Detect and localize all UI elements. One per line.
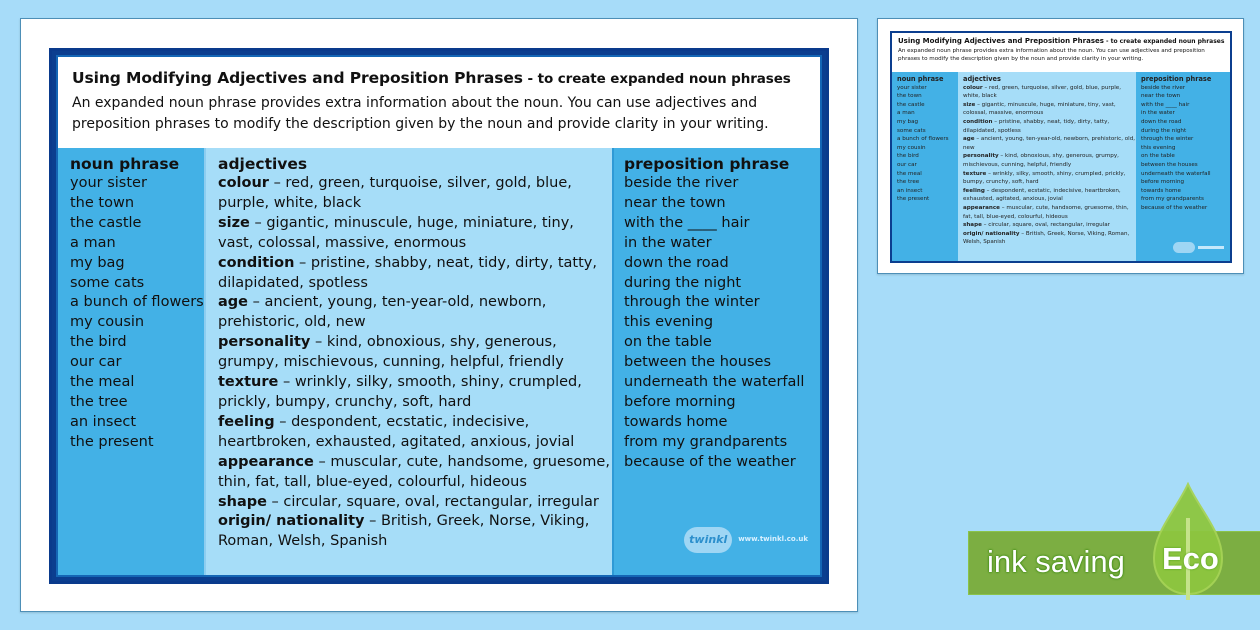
list-item: this evening bbox=[624, 314, 714, 331]
thumbnail-logo-url bbox=[1198, 246, 1224, 249]
list-item: in the water bbox=[624, 234, 712, 251]
list-item: the meal bbox=[70, 374, 135, 391]
list-item: the town bbox=[70, 194, 135, 211]
list-item: during the night bbox=[624, 274, 742, 291]
adjective-category: personality bbox=[218, 334, 311, 351]
eco-label: Eco bbox=[1162, 541, 1219, 576]
intro-text: An expanded noun phrase provides extra information about the noun. You can use adjectives and preposition phrases to modify the description given by the noun and provide clarity in your writing. bbox=[72, 95, 769, 132]
thumbnail-frame bbox=[890, 31, 1232, 263]
thumbnail-subtitle: - to create expanded noun phrases bbox=[1103, 38, 1225, 45]
adjective-words: – despondent, ecstatic, indecisive, heartbroken, exhausted, agitated, anxious, jovial bbox=[218, 413, 575, 450]
thumbnail-preposition-column bbox=[1136, 72, 1230, 261]
list-item: from my grandparents bbox=[624, 433, 788, 450]
adjective-words: – muscular, cute, handsome, gruesome, thin, fat, tall, blue-eyed, colourful, hideous bbox=[218, 453, 610, 490]
adjective-entry bbox=[963, 118, 1136, 135]
list-item: a man bbox=[897, 110, 915, 117]
adjective-words: – muscular, cute, handsome, gruesome, thin, fat, tall, blue-eyed, colourful, hideous bbox=[963, 204, 1129, 220]
list-item: between the houses bbox=[1141, 161, 1198, 168]
adjective-category: texture bbox=[218, 374, 279, 391]
thumbnail-adjective-column bbox=[958, 72, 1136, 261]
thumbnail-logo bbox=[1173, 242, 1224, 253]
title-text: Using Modifying Adjectives and Preposition Phrases bbox=[72, 69, 523, 87]
adjective-entry bbox=[218, 512, 612, 552]
adjective-category: feeling bbox=[963, 187, 985, 194]
adjective-category: age bbox=[218, 294, 248, 311]
thumbnail-header bbox=[892, 33, 1230, 72]
adjective-words: – pristine, shabby, neat, tidy, dirty, tatty, dilapidated, spotless bbox=[963, 118, 1110, 134]
adjective-category: condition bbox=[963, 118, 993, 125]
poster-frame bbox=[49, 48, 829, 584]
adjective-words: – kind, obnoxious, shy, generous, grumpy, mischievous, cunning, helpful, friendly bbox=[218, 334, 564, 371]
list-item: the town bbox=[897, 93, 922, 100]
adjective-entry bbox=[963, 152, 1136, 169]
twinkl-logo bbox=[684, 527, 808, 553]
list-item: through the winter bbox=[1141, 136, 1194, 143]
adjective-entry bbox=[963, 187, 1136, 204]
adjective-entry bbox=[218, 413, 612, 453]
list-item: my cousin bbox=[70, 314, 145, 331]
adjective-entry bbox=[963, 135, 1136, 152]
adjective-entry bbox=[218, 373, 612, 413]
thumbnail-columns bbox=[892, 72, 1230, 261]
adjective-words: – red, green, turquoise, silver, gold, blue, purple, white, black bbox=[963, 84, 1122, 100]
adjective-category: feeling bbox=[218, 413, 275, 430]
thumbnail-adjective-heading: adjectives bbox=[963, 75, 1001, 83]
adjective-words: – ancient, young, ten-year-old, newborn, prehistoric, old, new bbox=[218, 294, 547, 331]
adjective-category: size bbox=[218, 214, 250, 231]
list-item: my cousin bbox=[897, 144, 926, 151]
adjective-category: condition bbox=[218, 254, 295, 271]
thumbnail-preposition-list bbox=[1141, 84, 1230, 213]
adjective-entry bbox=[963, 101, 1136, 118]
adjective-words: – red, green, turquoise, silver, gold, blue, purple, white, black bbox=[218, 175, 572, 211]
list-item: through the winter bbox=[624, 294, 760, 311]
list-item: from my grandparents bbox=[1141, 196, 1204, 203]
list-item: with the ____ hair bbox=[624, 214, 750, 231]
logo-url: www.twinkl.co.uk bbox=[738, 535, 808, 544]
adjective-words: – British, Greek, Norse, Viking, Roman, Welsh, Spanish bbox=[218, 513, 590, 550]
adjective-entry bbox=[218, 453, 612, 493]
thumbnail-title bbox=[898, 37, 1224, 45]
adjective-category: colour bbox=[963, 84, 983, 91]
adjective-words: – circular, square, oval, rectangular, irregular bbox=[981, 222, 1110, 229]
thumbnail-intro: An expanded noun phrase provides extra information about the noun. You can use adjectives and preposition phrases to modify the description given by the noun and provide clarity in your writing. bbox=[898, 48, 1205, 62]
list-item: some cats bbox=[897, 127, 926, 134]
adjective-category: shape bbox=[963, 222, 982, 229]
list-item: on the table bbox=[624, 334, 712, 351]
adjective-category: texture bbox=[963, 170, 987, 177]
preposition-phrase-column bbox=[612, 148, 820, 575]
list-item: the castle bbox=[70, 214, 142, 231]
thumbnail-cloud-icon bbox=[1173, 242, 1195, 253]
thumbnail-preposition-heading: preposition phrase bbox=[1141, 75, 1212, 83]
adjective-words: – circular, square, oval, rectangular, irregular bbox=[266, 493, 599, 510]
list-item: on the table bbox=[1141, 153, 1175, 160]
noun-column-heading: noun phrase bbox=[70, 155, 180, 173]
adjective-entry bbox=[218, 214, 612, 254]
main-preview-card[interactable] bbox=[20, 18, 858, 612]
list-item: towards home bbox=[1141, 187, 1181, 194]
adjective-words: – despondent, ecstatic, indecisive, heartbroken, exhausted, agitated, anxious, jovial bbox=[963, 187, 1121, 203]
adjective-words: – wrinkly, silky, smooth, shiny, crumpled, prickly, bumpy, crunchy, soft, hard bbox=[963, 170, 1126, 186]
thumbnail-noun-list bbox=[897, 84, 958, 204]
ink-saving-label: ink saving bbox=[987, 544, 1125, 579]
adjective-list bbox=[218, 174, 612, 552]
adjective-words: – pristine, shabby, neat, tidy, dirty, tatty, dilapidated, spotless bbox=[218, 254, 597, 291]
list-item: because of the weather bbox=[1141, 204, 1208, 211]
adjective-words: – gigantic, minuscule, huge, miniature, tiny, vast, colossal, massive, enormous bbox=[218, 214, 574, 251]
adjective-words: – wrinkly, silky, smooth, shiny, crumpled, prickly, bumpy, crunchy, soft, hard bbox=[218, 374, 582, 410]
adjective-category: age bbox=[963, 136, 975, 143]
list-item: this evening bbox=[1141, 144, 1176, 151]
list-item: down the road bbox=[624, 254, 729, 271]
adjective-category: appearance bbox=[218, 453, 314, 470]
preposition-column-heading: preposition phrase bbox=[624, 155, 790, 173]
thumbnail-title-text: Using Modifying Adjectives and Preposition Phrases bbox=[898, 37, 1104, 45]
adjective-category: size bbox=[963, 101, 976, 108]
list-item: our car bbox=[70, 354, 122, 371]
list-item: the bird bbox=[70, 334, 127, 351]
list-item: before morning bbox=[624, 393, 736, 410]
thumbnail-noun-column bbox=[892, 72, 958, 261]
adjective-entry bbox=[218, 333, 612, 373]
list-item: a bunch of flowers bbox=[70, 294, 204, 311]
list-item: your sister bbox=[897, 84, 927, 91]
adjectives-column bbox=[206, 148, 612, 575]
list-item: underneath the waterfall bbox=[624, 374, 805, 391]
adjective-entry bbox=[963, 221, 1136, 230]
adjective-words: – gigantic, minuscule, huge, miniature, tiny, vast, colossal, massive, enormous bbox=[963, 101, 1116, 117]
adjective-entry bbox=[218, 293, 612, 333]
poster-content bbox=[56, 55, 822, 577]
noun-phrase-column bbox=[58, 148, 206, 575]
list-item: an insect bbox=[897, 187, 923, 194]
list-item: a bunch of flowers bbox=[897, 136, 949, 143]
adjective-entry bbox=[218, 254, 612, 294]
adjective-category: colour bbox=[218, 175, 269, 191]
list-item: between the houses bbox=[624, 354, 771, 371]
list-item: before morning bbox=[1141, 179, 1185, 186]
list-item: your sister bbox=[70, 175, 147, 191]
list-item: an insect bbox=[70, 413, 137, 430]
list-item: the bird bbox=[897, 153, 919, 160]
adjective-category: origin/ nationality bbox=[963, 230, 1020, 237]
poster-header bbox=[58, 57, 820, 148]
list-item: the castle bbox=[897, 101, 925, 108]
thumbnail-content bbox=[892, 33, 1230, 261]
list-item: down the road bbox=[1141, 118, 1182, 125]
adjective-entry bbox=[218, 174, 612, 214]
subtitle-text: - to create expanded noun phrases bbox=[522, 71, 791, 87]
list-item: beside the river bbox=[1141, 84, 1186, 91]
list-item: a man bbox=[70, 234, 116, 251]
poster-title bbox=[72, 69, 808, 87]
adjective-category: origin/ nationality bbox=[218, 513, 365, 530]
list-item: our car bbox=[897, 161, 917, 168]
cloud-logo-icon: twinkl bbox=[684, 527, 732, 553]
columns bbox=[58, 148, 820, 575]
list-item: during the night bbox=[1141, 127, 1187, 134]
adjective-category: appearance bbox=[963, 204, 1000, 211]
list-item: my bag bbox=[897, 118, 919, 125]
list-item: because of the weather bbox=[624, 453, 796, 470]
adjective-entry bbox=[963, 230, 1136, 247]
list-item: in the water bbox=[1141, 110, 1175, 117]
adjective-words: – ancient, young, ten-year-old, newborn, prehistoric, old, new bbox=[963, 136, 1136, 151]
list-item: some cats bbox=[70, 274, 145, 291]
adjective-entry bbox=[963, 170, 1136, 187]
adjective-category: shape bbox=[218, 493, 267, 510]
noun-list bbox=[70, 174, 204, 453]
list-item: the meal bbox=[897, 170, 922, 177]
list-item: underneath the waterfall bbox=[1141, 170, 1211, 177]
adjective-entry bbox=[963, 84, 1136, 101]
adjective-entry bbox=[963, 204, 1136, 221]
list-item: beside the river bbox=[624, 175, 739, 191]
list-item: my bag bbox=[70, 254, 125, 271]
list-item: with the ____ hair bbox=[1141, 101, 1190, 108]
list-item: the present bbox=[897, 196, 930, 203]
list-item: near the town bbox=[624, 194, 726, 211]
preposition-list bbox=[624, 174, 820, 473]
adjective-entry bbox=[218, 493, 612, 513]
adjective-words: – British, Greek, Norse, Viking, Roman, Welsh, Spanish bbox=[963, 230, 1130, 246]
list-item: near the town bbox=[1141, 93, 1181, 100]
thumbnail-noun-heading: noun phrase bbox=[897, 75, 944, 83]
adjective-category: personality bbox=[963, 153, 999, 160]
list-item: towards home bbox=[624, 413, 728, 430]
thumbnail-adjective-list bbox=[963, 84, 1136, 247]
list-item: the present bbox=[70, 433, 154, 450]
list-item: the tree bbox=[70, 393, 128, 410]
adjectives-column-heading: adjectives bbox=[218, 155, 308, 173]
adjective-words: – kind, obnoxious, shy, generous, grumpy, mischievous, cunning, helpful, friendly bbox=[963, 153, 1119, 168]
thumbnail-preview[interactable] bbox=[877, 18, 1244, 274]
list-item: the tree bbox=[897, 179, 920, 186]
